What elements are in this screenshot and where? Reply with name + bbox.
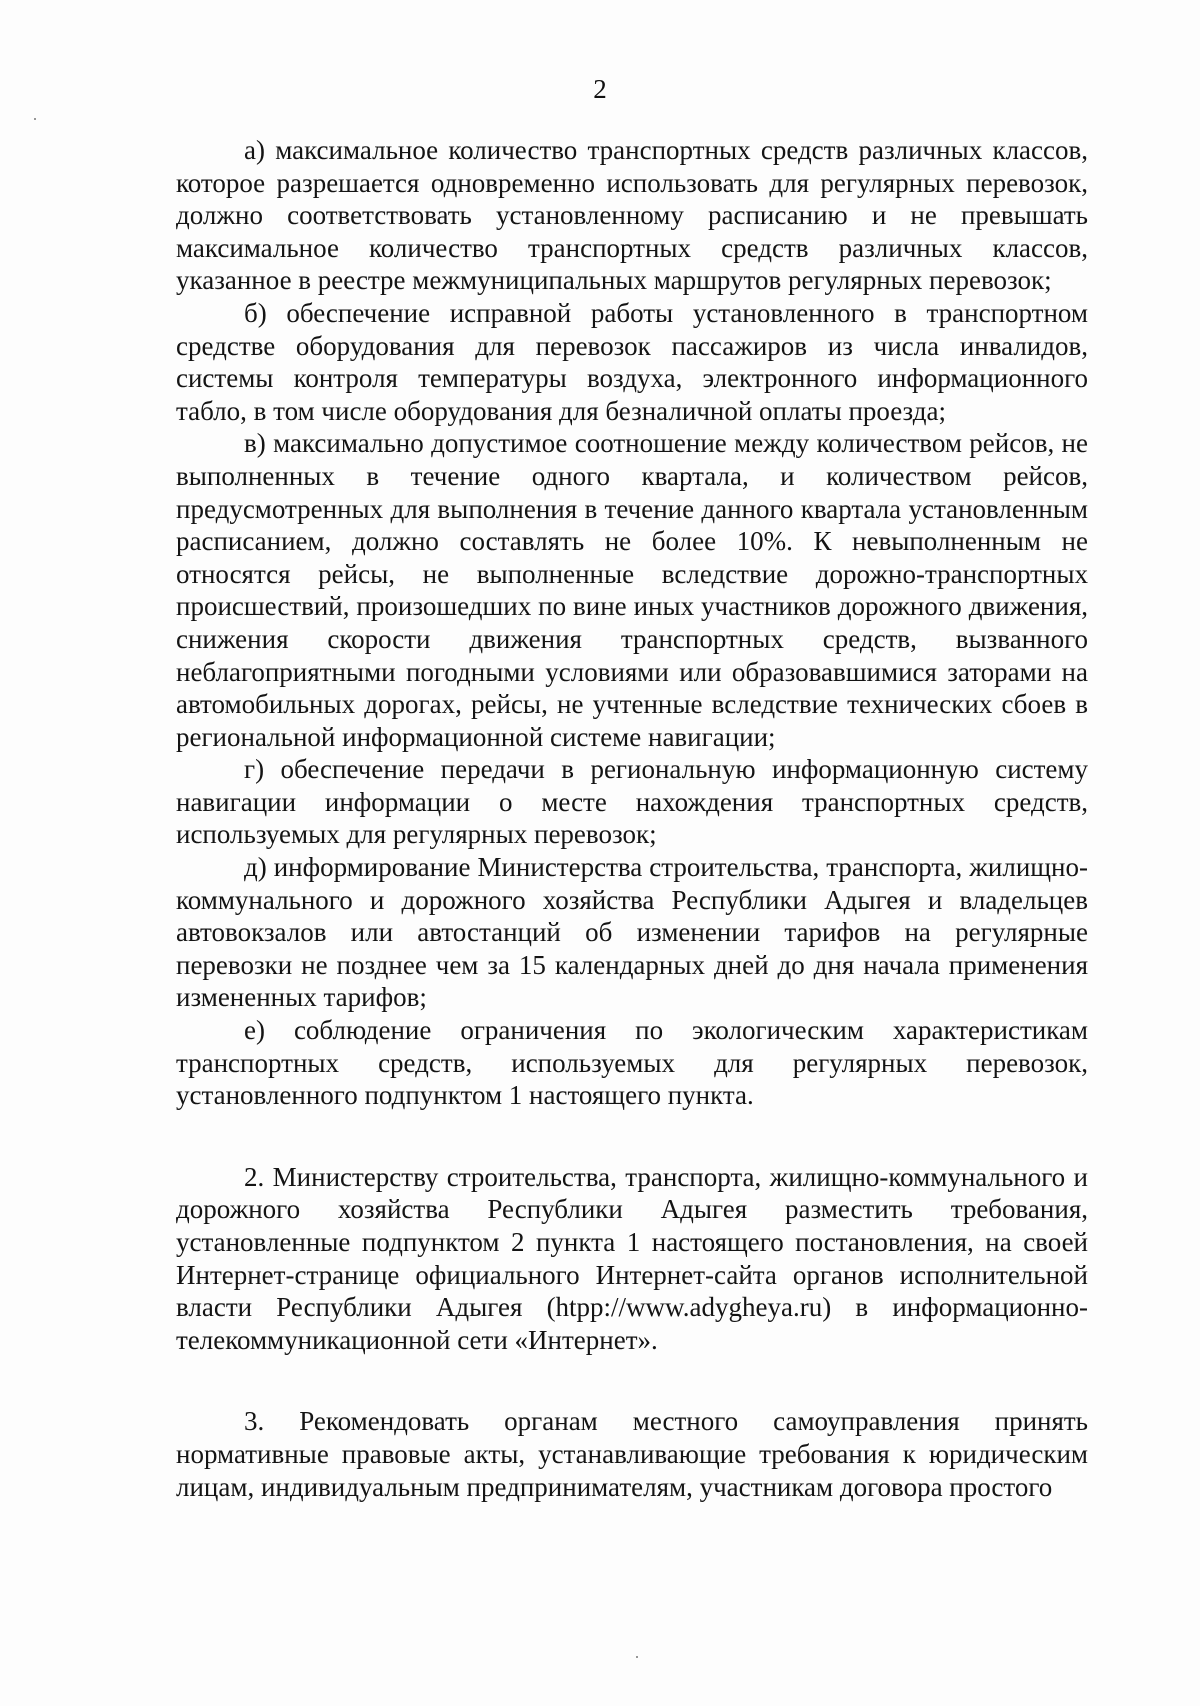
paragraph-d: д) информирование Министерства строительства, транспорта, жилищно-коммунального и дорожного хозяйства Республики Адыгея и владельцев автовокзалов или автостанций об изменении тарифов на регулярные перевозки не позднее чем за 15 календарных дней до дня начала применения измененных тарифов; <box>176 852 1088 1013</box>
paragraph-g: г) обеспечение передачи в региональную информационную систему навигации информации о месте нахождения транспортных средств, используемых для регулярных перевозок; <box>176 754 1088 850</box>
page-number: 2 <box>593 74 607 104</box>
paragraph-b: б) обеспечение исправной работы установленного в транспортном средстве оборудования для перевозок пассажиров из числа инвалидов, системы контроля температуры воздуха, электронного информационного табло, в том числе оборудования для безналичной оплаты проезда; <box>176 297 1088 426</box>
scan-speck <box>34 118 36 120</box>
scan-speck <box>636 1656 638 1658</box>
paragraph-item-3: 3. Рекомендовать органам местного самоуправления принять нормативные правовые акты, устанавливающие требования к юридическим лицам, индивидуальным предпринимателям, участникам договора простого <box>176 1406 1088 1502</box>
paragraph-e: е) соблюдение ограничения по экологическим характеристикам транспортных средств, используемых для регулярных перевозок, установленного подпунктом 1 настоящего пункта. <box>176 1015 1088 1111</box>
paragraph-v: в) максимально допустимое соотношение между количеством рейсов, не выполненных в течение одного квартала, и количеством рейсов, предусмотренных для выполнения в течение данного квартала установленным расписанием, должно составлять не более 10%. К невыполненным не относятся рейсы, не выполненные вследствие дорожно-транспортных происшествий, произошедших по вине иных участников дорожного движения, снижения скорости движения транспортных средств, вызванного неблагоприятными погодными условиями или образовавшимися заторами на автомобильных дорогах, рейсы, не учтенные вследствие технических сбоев в региональной информационной системе навигации; <box>176 428 1088 752</box>
paragraph-a: а) максимальное количество транспортных средств различных классов, которое разрешается одновременно использовать для регулярных перевозок, должно соответствовать установленному расписанию и не превышать максимальное количество транспортных средств различных классов, указанное в реестре межмуниципальных маршрутов регулярных перевозок; <box>176 135 1088 296</box>
paragraph-item-2: 2. Министерству строительства, транспорта, жилищно-коммунального и дорожного хозяйства Республики Адыгея разместить требования, установленные подпунктом 2 пункта 1 настоящего постановления, на своей Интернет-странице официального Интернет-сайта органов исполнительной власти Республики Адыгея (htpp://www.adygheya.ru) в информационно-телекоммуникационной сети «Интернет». <box>176 1161 1088 1355</box>
document-body <box>176 134 1088 1503</box>
